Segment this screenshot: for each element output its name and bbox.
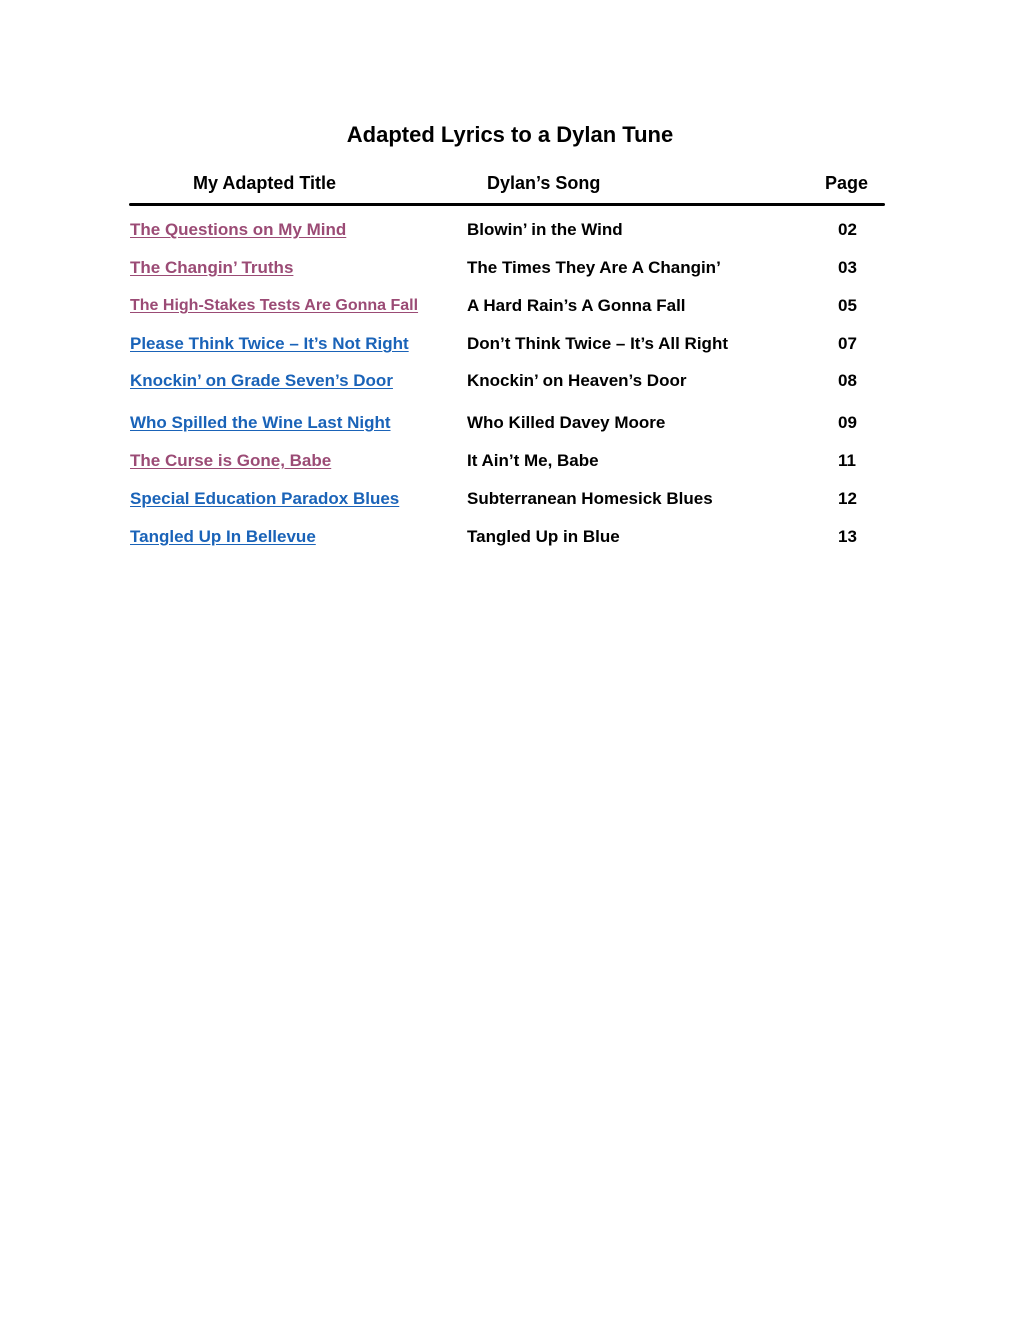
dylan-song-title: Subterranean Homesick Blues [467,489,713,508]
adapted-title-link[interactable]: The High-Stakes Tests Are Gonna Fall [130,297,419,314]
column-header-adapted-title: My Adapted Title [193,173,337,193]
adapted-title-link[interactable]: The Questions on My Mind [130,220,347,239]
table-row [0,219,1020,243]
table-row [0,450,1020,474]
adapted-title-link[interactable]: Tangled Up In Bellevue [130,527,316,546]
page-number: 02 [838,220,857,239]
table-row [0,412,1020,436]
column-header-dylan-song: Dylan’s Song [487,173,601,193]
page-number: 07 [838,334,857,353]
page-number: 13 [838,527,857,546]
dylan-song-title: A Hard Rain’s A Gonna Fall [467,296,686,315]
header-divider [129,203,885,206]
page-number: 12 [838,489,857,508]
dylan-song-title: Blowin’ in the Wind [467,220,623,239]
dylan-song-title: Tangled Up in Blue [467,527,620,546]
dylan-song-title: Don’t Think Twice – It’s All Right [467,334,728,353]
page-number: 03 [838,258,857,277]
page-number: 05 [838,296,857,315]
adapted-title-link[interactable]: Who Spilled the Wine Last Night [130,413,391,432]
adapted-title-link[interactable]: The Changin’ Truths [130,258,294,277]
page-number: 08 [838,371,857,390]
table-row [0,333,1020,357]
page-number: 11 [838,451,856,470]
table-row [0,370,1020,394]
column-header-page: Page [825,173,869,193]
table-row [0,526,1020,550]
page-number: 09 [838,413,857,432]
dylan-song-title: Who Killed Davey Moore [467,413,666,432]
page-title: Adapted Lyrics to a Dylan Tune [346,122,674,147]
adapted-title-link[interactable]: Please Think Twice – It’s Not Right [130,334,409,353]
dylan-song-title: Knockin’ on Heaven’s Door [467,371,687,390]
adapted-title-link[interactable]: Knockin’ on Grade Seven’s Door [130,371,393,390]
dylan-song-title: The Times They Are A Changin’ [467,258,721,277]
adapted-title-link[interactable]: Special Education Paradox Blues [130,489,400,508]
table-row [0,257,1020,281]
dylan-song-title: It Ain’t Me, Babe [467,451,599,470]
table-row [0,488,1020,512]
table-row [0,295,1020,319]
adapted-title-link[interactable]: The Curse is Gone, Babe [130,451,332,470]
